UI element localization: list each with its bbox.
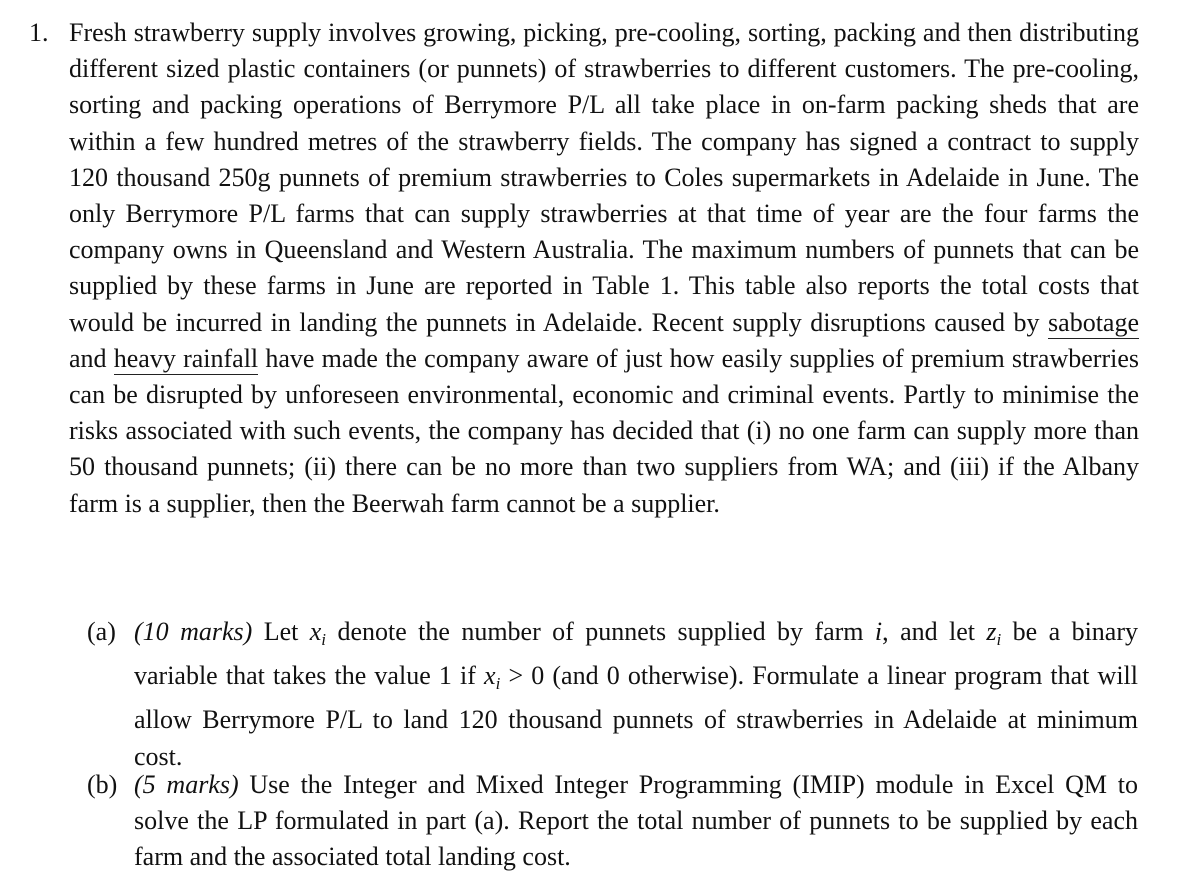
part-a-text-5: > 0 (and 0 otherwise). Formulate a linear program that will allow Berrymore P/L to land 120 thousand punnets of strawberries in Adelaide at minimum cost. xyxy=(134,661,1138,771)
subscript-i: i xyxy=(996,630,1002,649)
subscript-i: i xyxy=(321,630,327,649)
part-a-text xyxy=(134,614,1138,775)
part-b-marks: (5 marks) xyxy=(134,770,239,799)
question-number: 1. xyxy=(29,18,49,47)
part-b-body: Use the Integer and Mixed Integer Programming (IMIP) module in Excel QM to solve the LP formulated in part (a). Report the total number of punnets to be supplied by each farm and the associated total landing cost. xyxy=(134,770,1138,872)
variable-z: z xyxy=(986,617,997,646)
underlined-phrase-heavy-rainfall: heavy rainfall xyxy=(113,343,259,373)
variable-i: i xyxy=(874,617,883,646)
variable-x: x xyxy=(484,661,496,691)
variable-x: x xyxy=(309,617,322,646)
part-a-text-4: be a binary variable that takes the value 1 if xyxy=(134,617,1138,691)
question-text-part-1: Fresh strawberry supply involves growing, picking, pre-cooling, sorting, packing and then distributing different sized plastic containers (or punnets) of strawberries to different customers. The pre-cooling, sorting and packing operations of Berrymore P/L all take place in on-farm packing sheds that are within a few hundred metres of the strawberry fields. The company has signed a contract to supply 120 thousand 250g punnets of premium strawberries to Coles supermarkets in Adelaide in June. The only Berrymore P/L farms that can supply strawberries at that time of year are the four farms the company owns in Queensland and Western Australia. The maximum numbers of punnets that can be supplied by these farms in June are reported in Table 1. This table also reports the total costs that would be incurred in landing the punnets in Adelaide. Recent supply disruptions caused by xyxy=(69,18,1139,337)
part-a-text-3: , and let xyxy=(882,617,987,646)
underlined-word-sabotage: sabotage xyxy=(1048,307,1139,337)
part-a-text-1: Let xyxy=(252,617,310,646)
part-b-text xyxy=(134,767,1138,876)
part-a-text-2: denote the number of punnets supplied by farm xyxy=(326,617,875,646)
part-a-marks: (10 marks) xyxy=(134,617,253,646)
question-text-part-2: and xyxy=(69,343,114,373)
subscript-i: i xyxy=(495,674,501,694)
part-b-label: (b) xyxy=(87,770,118,799)
question-text xyxy=(69,15,1139,522)
question-text-part-3: have made the company aware of just how easily supplies of premium strawberries can be disrupted by unforeseen environmental, economic and criminal events. Partly to minimise the risks associated with such events, the company has decided that (i) no one farm can supply more than 50 thousand punnets; (ii) there can be no more than two suppliers from WA; and (iii) if the Albany farm is a supplier, then the Beerwah farm cannot be a supplier. xyxy=(69,343,1139,518)
part-a-label: (a) xyxy=(87,617,116,646)
